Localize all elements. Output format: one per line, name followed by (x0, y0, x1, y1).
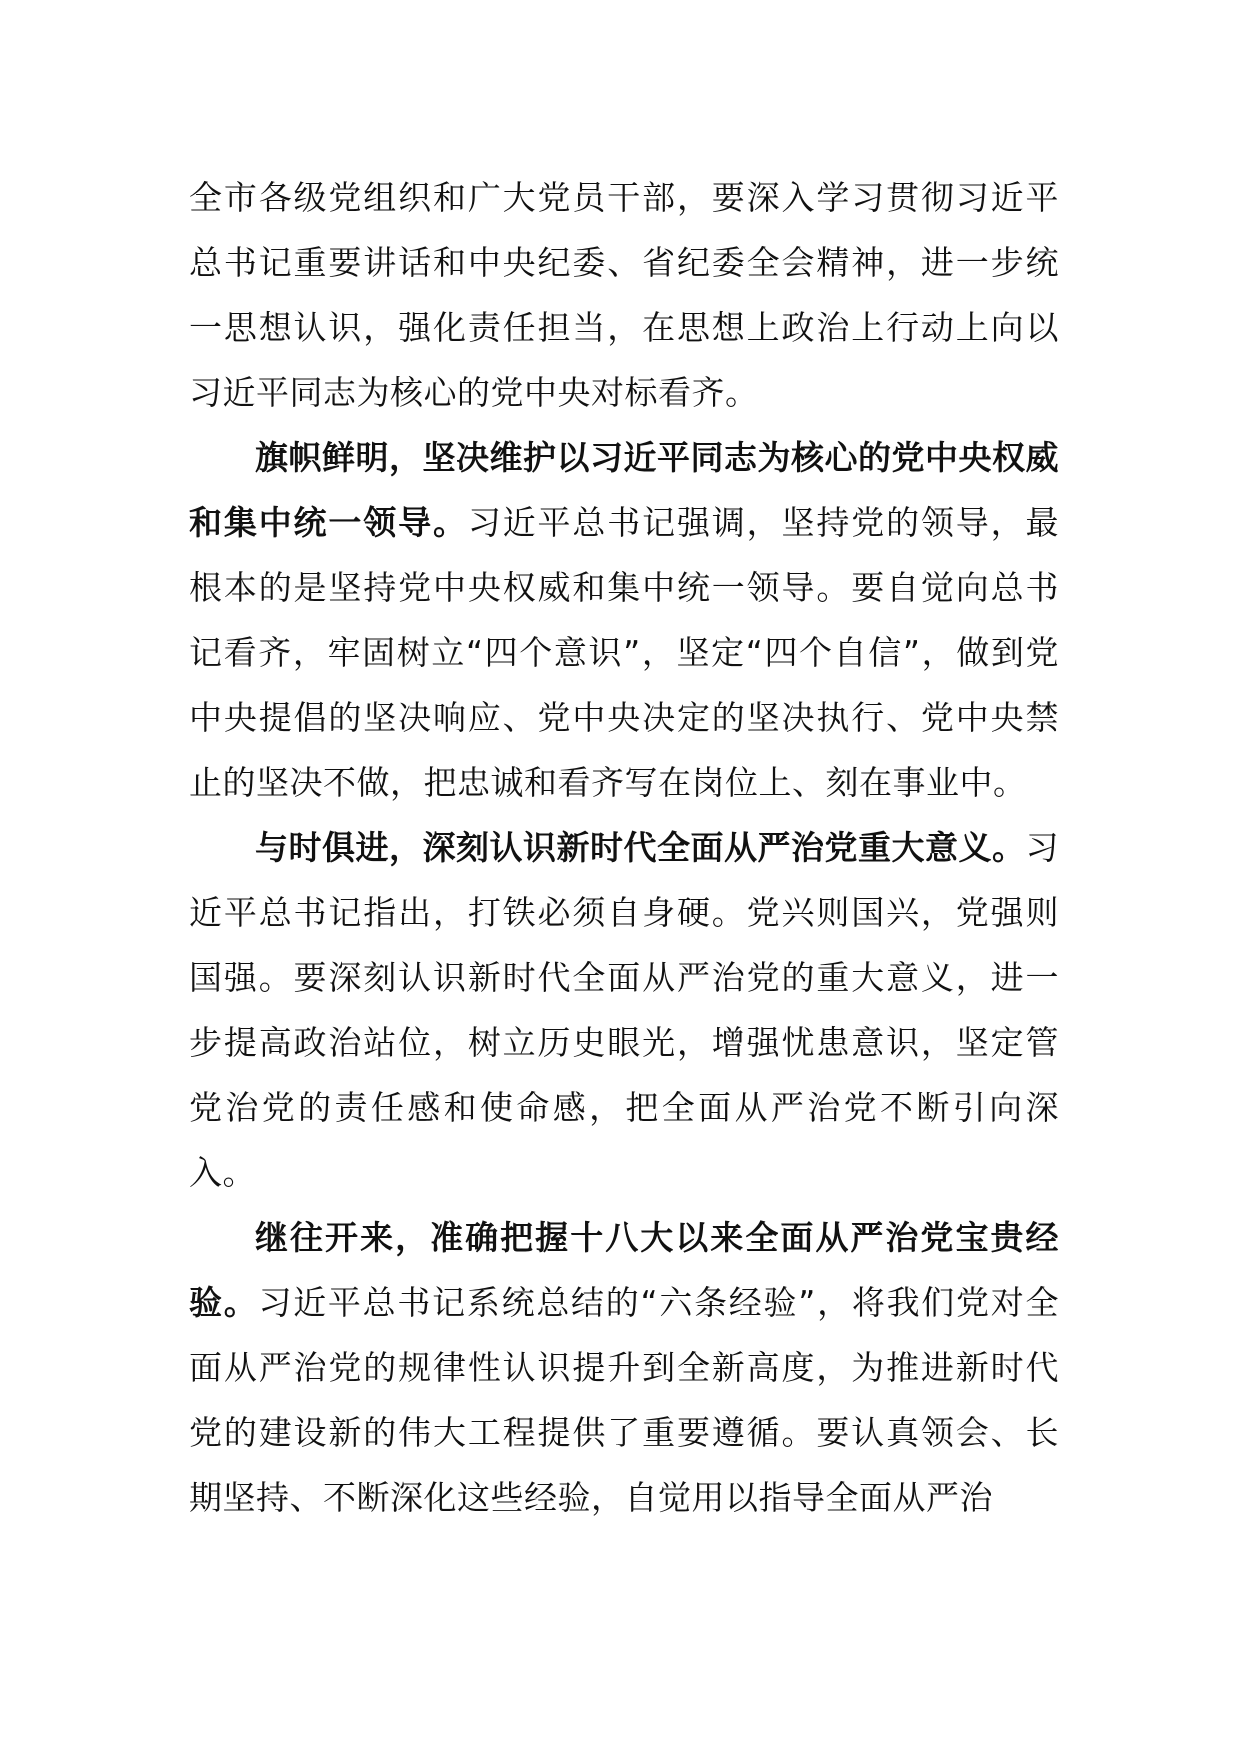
paragraph-4-text: 习近平总书记系统总结的“六条经验”，将我们党对全面从严治党的规律性认识提升到全新高度，为推进新时代党的建设新的伟大工程提供了重要遵循。要认真领会、长期坚持、不断深化这些经验，自觉用以指导全面从严治 (189, 1283, 1059, 1517)
paragraph-2 (189, 425, 1059, 815)
document-page (189, 165, 1059, 1530)
paragraph-3-text: 习近平总书记指出，打铁必须自身硬。党兴则国兴，党强则国强。要深刻认识新时代全面从严治党的重大意义，进一步提高政治站位，树立历史眼光，增强忧患意识，坚定管党治党的责任感和使命感，把全面从严治党不断引向深入。 (189, 828, 1059, 1192)
paragraph-3 (189, 815, 1059, 1205)
paragraph-2-text: 习近平总书记强调，坚持党的领导，最根本的是坚持党中央权威和集中统一领导。要自觉向总书记看齐，牢固树立“四个意识”，坚定“四个自信”，做到党中央提倡的坚决响应、党中央决定的坚决执行、党中央禁止的坚决不做，把忠诚和看齐写在岗位上、刻在事业中。 (189, 503, 1060, 802)
paragraph-3-lead: 与时俱进，深刻认识新时代全面从严治党重大意义。 (255, 828, 1026, 867)
paragraph-1 (189, 165, 1059, 425)
paragraph-4 (189, 1205, 1059, 1530)
paragraph-4-lead: 继往开来，准确把握十八大以来全面从严治党宝贵经验。 (189, 1218, 1059, 1322)
paragraph-2-lead: 旗帜鲜明，坚决维护以习近平同志为核心的党中央权威和集中统一领导。 (189, 438, 1059, 542)
paragraph-1-text: 全市各级党组织和广大党员干部，要深入学习贯彻习近平总书记重要讲话和中央纪委、省纪委全会精神，进一步统一思想认识，强化责任担当，在思想上政治上行动上向以习近平同志为核心的党中央对标看齐。 (189, 178, 1059, 412)
